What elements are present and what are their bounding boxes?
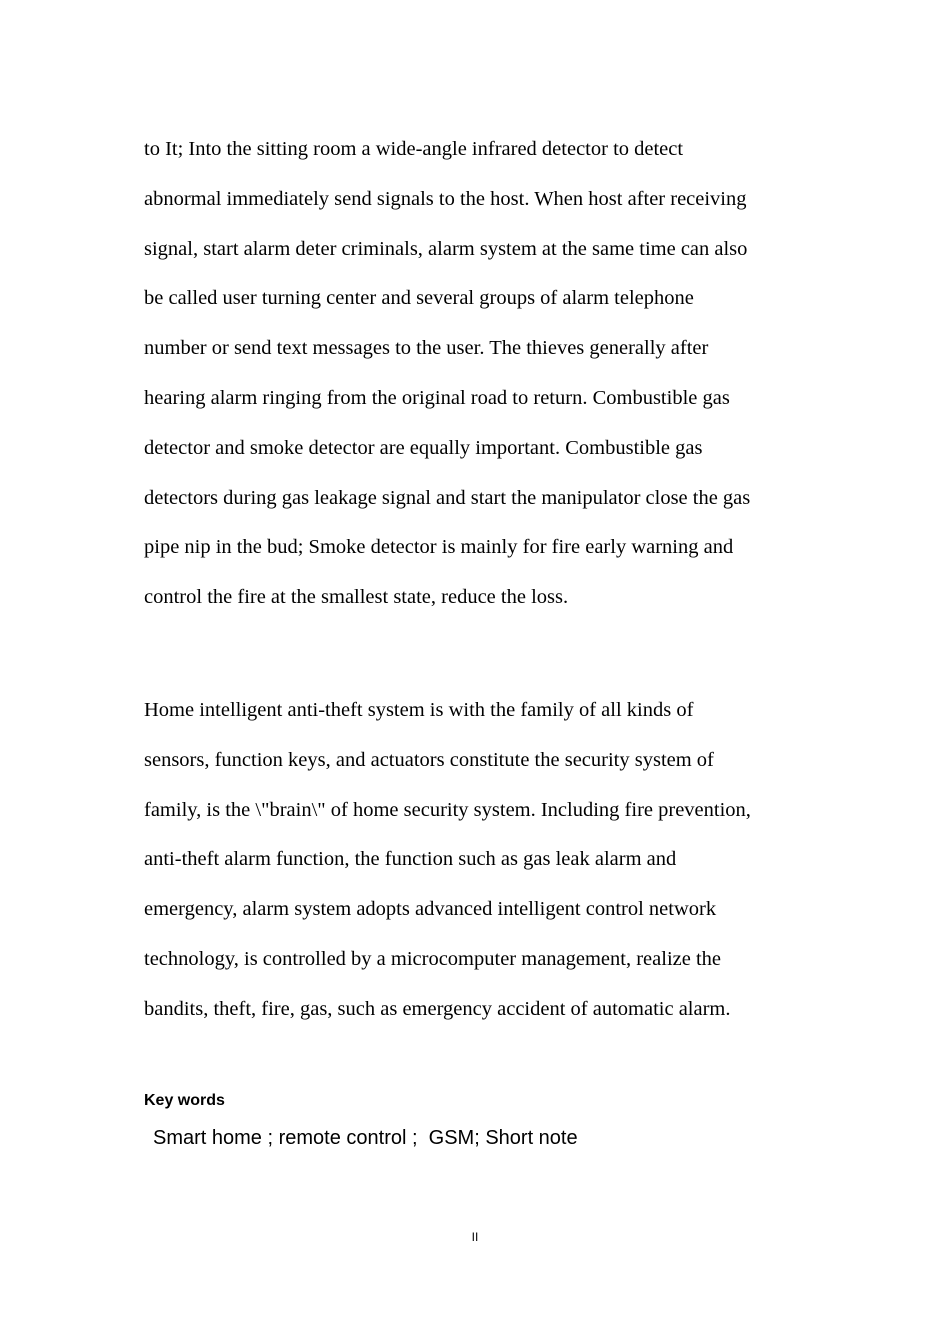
keywords-heading: Key words — [144, 1092, 225, 1109]
abstract-paragraph-2 — [144, 686, 751, 1035]
text-line: Home intelligent anti-theft system is with the family of all kinds of — [144, 699, 694, 721]
text-line: number or send text messages to the user. The thieves generally after — [144, 337, 709, 360]
text-line: sensors, function keys, and actuators constitute the security system of — [144, 748, 714, 771]
text-line: pipe nip in the bud; Smoke detector is mainly for fire early warning and — [144, 536, 734, 559]
text-line: emergency, alarm system adopts advanced intelligent control network — [144, 898, 717, 921]
text-line: anti-theft alarm function, the function such as gas leak alarm and — [144, 848, 677, 871]
page-number: II — [471, 1230, 479, 1244]
text-line: detector and smoke detector are equally important. Combustible gas — [144, 436, 703, 459]
text-line: technology, is controlled by a microcomputer management, realize the — [144, 947, 722, 970]
text-line: family, is the \"brain\" of home security system. Including fire prevention, — [144, 798, 751, 821]
abstract-paragraph-1 — [144, 125, 750, 623]
text-line: hearing alarm ringing from the original road to return. Combustible gas — [144, 386, 730, 409]
text-line: detectors during gas leakage signal and start the manipulator close the gas — [144, 486, 751, 509]
text-line: abnormal immediately send signals to the host. When host after receiving — [144, 187, 747, 210]
text-line: control the fire at the smallest state, reduce the loss. — [144, 586, 569, 609]
text-line: bandits, theft, fire, gas, such as emergency accident of automatic alarm. — [144, 997, 731, 1020]
text-line: signal, start alarm deter criminals, alarm system at the same time can also — [144, 237, 748, 260]
keywords-list: Smart home ; remote control ; GSM; Short note — [153, 1127, 578, 1149]
text-line: be called user turning center and several groups of alarm telephone — [144, 287, 694, 310]
text-line: to It; Into the sitting room a wide-angle infrared detector to detect — [144, 138, 684, 160]
